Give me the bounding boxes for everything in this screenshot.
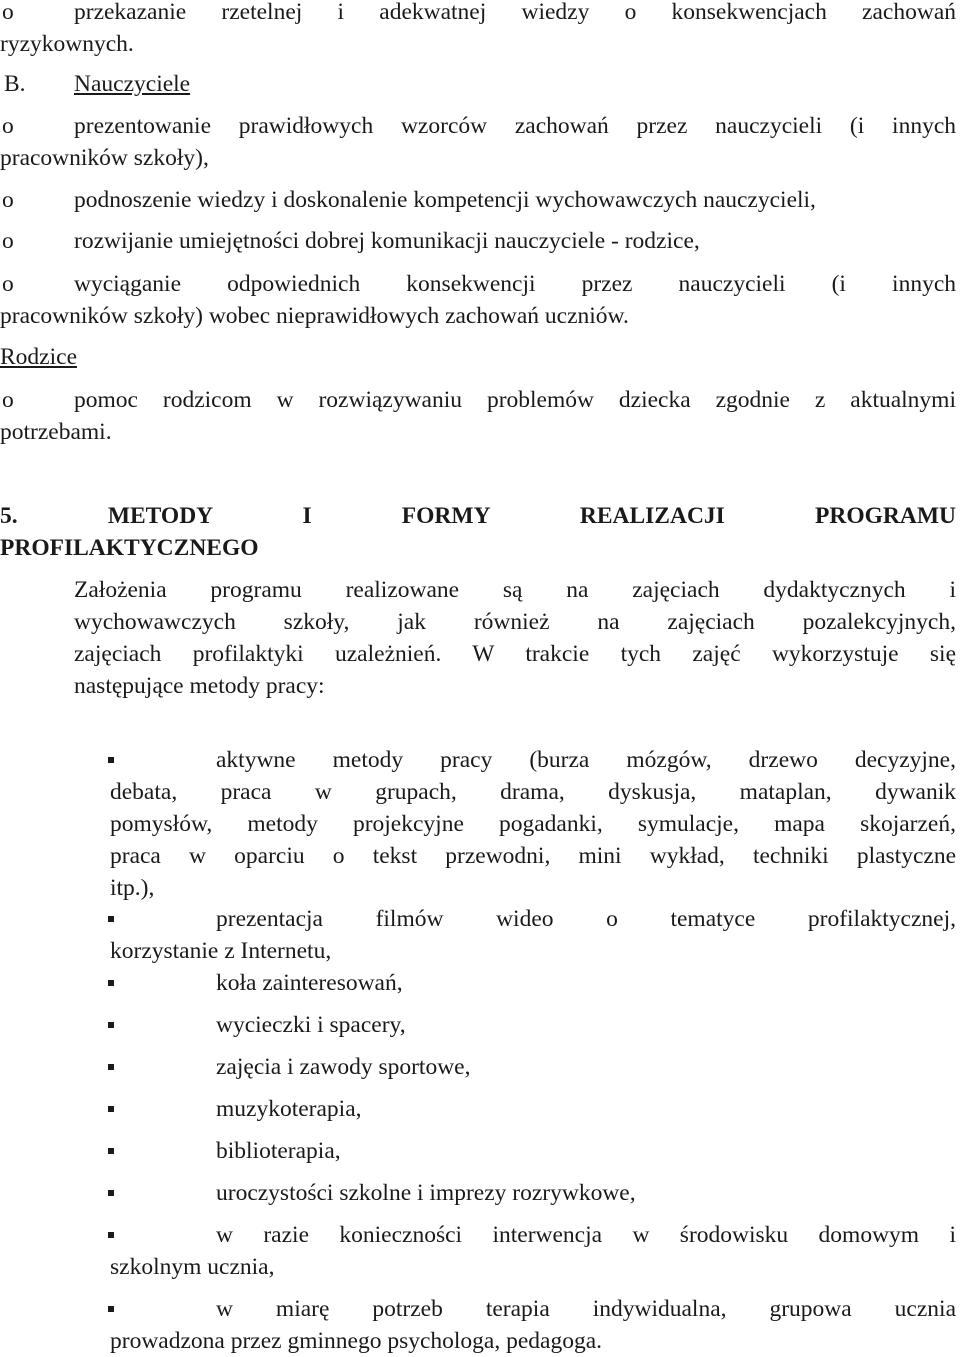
bullet-o-icon: o <box>2 113 14 139</box>
paragraph-line: ryzykownych. <box>0 31 134 57</box>
square-bullet-icon <box>108 1148 114 1154</box>
square-bullet-icon <box>108 1106 114 1112</box>
list-item-line: korzystanie z Internetu, <box>110 938 332 964</box>
square-bullet-icon <box>108 757 114 763</box>
list-item-line: praca w oparciu o tekst przewodni, mini wykład, techniki plastyczne <box>110 843 956 869</box>
bullet-o-icon: o <box>2 271 14 297</box>
square-bullet-icon <box>108 1022 114 1028</box>
list-item-line: pomysłów, metody projekcyjne pogadanki, symulacje, mapa skojarzeń, <box>110 811 956 837</box>
paragraph-line: Założenia programu realizowane są na zajęciach dydaktycznych i <box>74 577 956 603</box>
list-item-line: prowadzona przez gminnego psychologa, pedagoga. <box>110 1328 603 1354</box>
bullet-o-icon: o <box>2 387 14 413</box>
square-bullet-icon <box>108 1232 114 1238</box>
list-item: uroczystości szkolne i imprezy rozrywkowe, <box>216 1180 636 1206</box>
bullet-o-icon: o <box>2 228 14 254</box>
list-item: aktywne metody pracy (burza mózgów, drzewo decyzyjne, <box>216 747 956 773</box>
square-bullet-icon <box>108 980 114 986</box>
list-item-line: debata, praca w grupach, drama, dyskusja, mataplan, dywanik <box>110 779 956 805</box>
square-bullet-icon <box>108 1306 114 1312</box>
paragraph-line: potrzebami. <box>0 419 112 445</box>
paragraph-line: pomoc rodzicom w rozwiązywaniu problemów dziecka zgodnie z aktualnymi <box>74 387 956 413</box>
list-item: rozwijanie umiejętności dobrej komunikacji nauczyciele - rodzice, <box>74 228 700 254</box>
section-heading: PROFILAKTYCZNEGO <box>0 535 259 561</box>
paragraph-line: wychowawczych szkoły, jak również na zajęciach pozalekcyjnych, <box>74 609 956 635</box>
bullet-o-icon: o <box>2 0 14 25</box>
square-bullet-icon <box>108 1190 114 1196</box>
paragraph-line: następujące metody pracy: <box>74 673 325 699</box>
list-item: zajęcia i zawody sportowe, <box>216 1054 471 1080</box>
section-title-parents: Rodzice <box>0 344 77 370</box>
square-bullet-icon <box>108 1064 114 1070</box>
list-item: podnoszenie wiedzy i doskonalenie kompetencji wychowawczych nauczycieli, <box>74 187 816 213</box>
list-item: w miarę potrzeb terapia indywidualna, grupowa ucznia <box>216 1296 956 1322</box>
paragraph-line: pracowników szkoły) wobec nieprawidłowych zachowań uczniów. <box>0 303 629 329</box>
paragraph-line: prezentowanie prawidłowych wzorców zachowań przez nauczycieli (i innych <box>74 113 956 139</box>
section-heading: 5. METODY I FORMY REALIZACJI PROGRAMU <box>0 503 956 529</box>
paragraph-line: pracowników szkoły), <box>0 145 209 171</box>
list-item: w razie konieczności interwencja w środowisku domowym i <box>216 1222 956 1248</box>
list-item: muzykoterapia, <box>216 1096 362 1122</box>
list-item: prezentacja filmów wideo o tematyce profilaktycznej, <box>216 906 956 932</box>
list-item: biblioterapia, <box>216 1138 341 1164</box>
section-title-teachers: Nauczyciele <box>74 71 191 97</box>
list-item-line: szkolnym ucznia, <box>110 1254 275 1280</box>
bullet-o-icon: o <box>2 187 14 213</box>
paragraph-line: zajęciach profilaktyki uzależnień. W trakcie tych zajęć wykorzystuje się <box>74 641 956 667</box>
list-item-line: itp.), <box>110 875 155 901</box>
list-item: koła zainteresowań, <box>216 970 403 996</box>
section-letter: B. <box>4 71 26 97</box>
paragraph-line: wyciąganie odpowiednich konsekwencji przez nauczycieli (i innych <box>74 271 956 297</box>
list-item: wycieczki i spacery, <box>216 1012 406 1038</box>
paragraph-line: przekazanie rzetelnej i adekwatnej wiedzy o konsekwencjach zachowań <box>74 0 956 25</box>
square-bullet-icon <box>108 916 114 922</box>
